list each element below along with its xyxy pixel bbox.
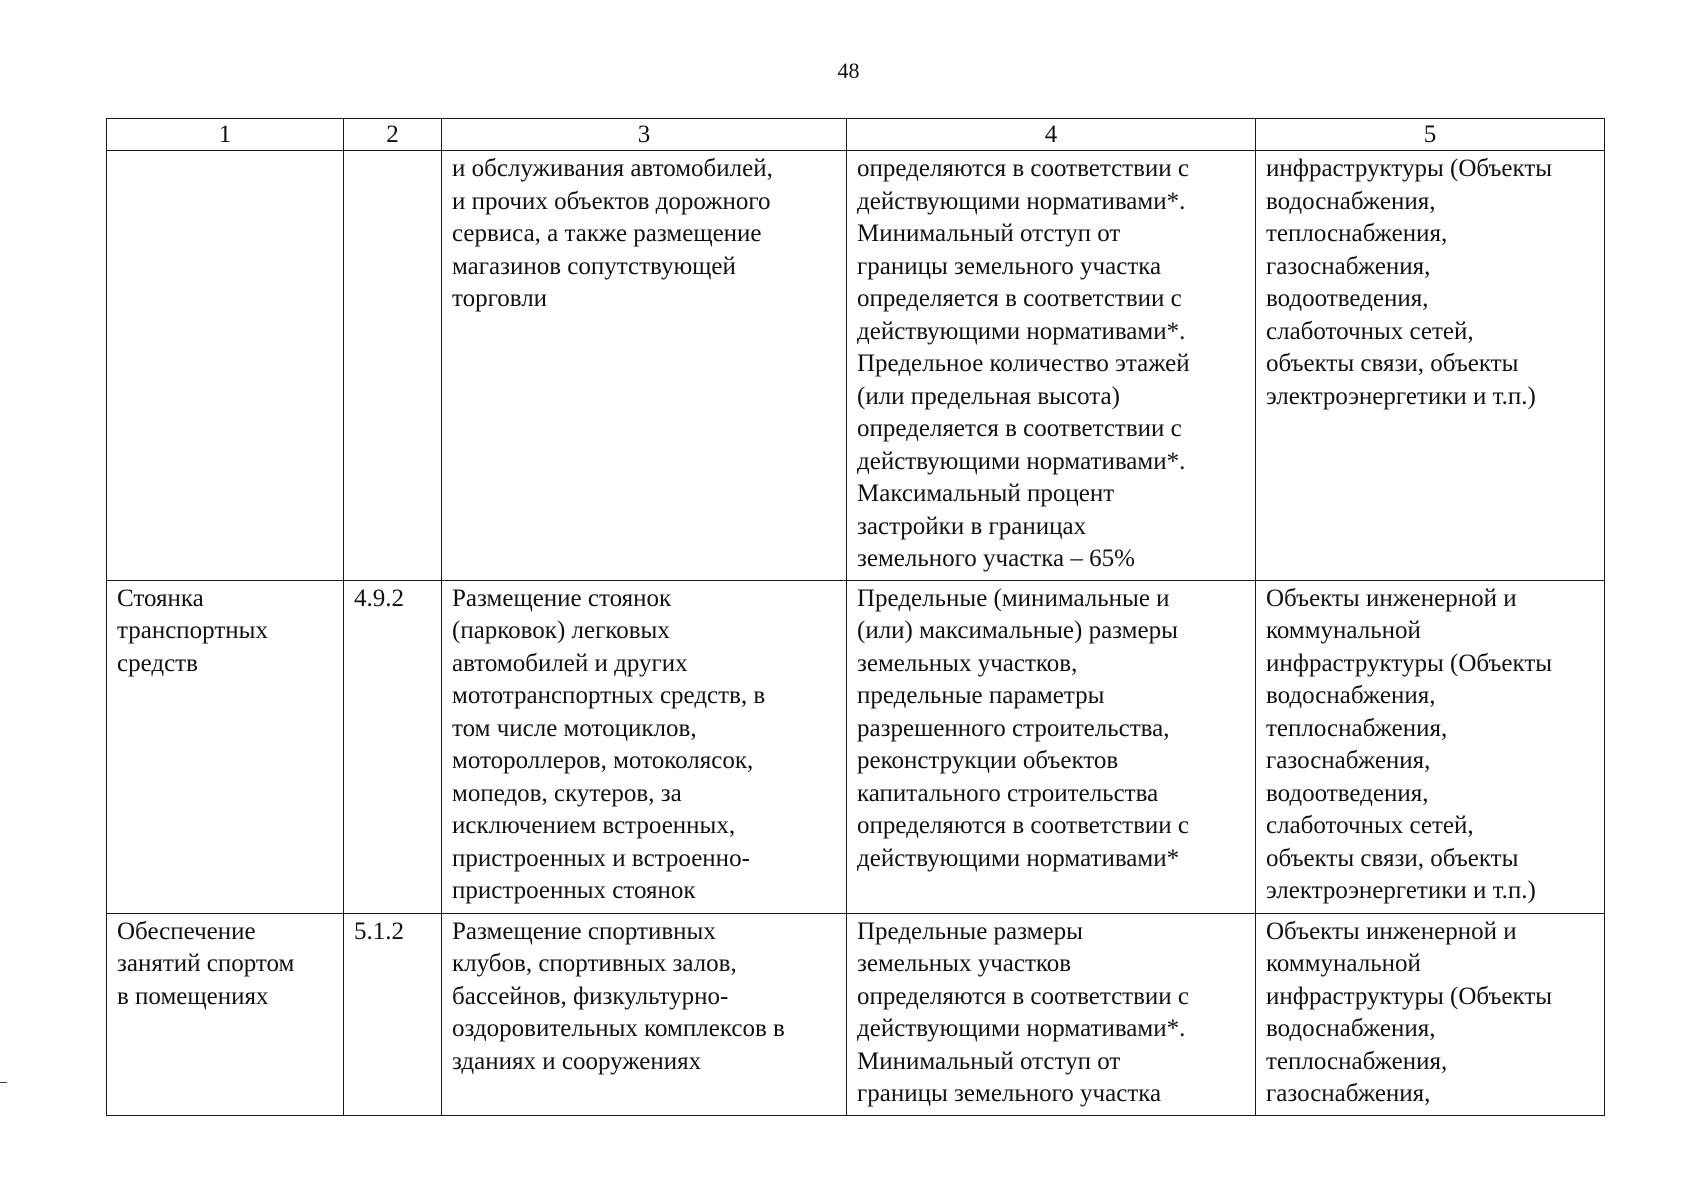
use-name-text: Обеспечение занятий спортом в помещениях <box>117 917 295 1010</box>
use-name-text: Стоянка транспортных средств <box>117 584 268 677</box>
page-number: 48 <box>837 58 860 83</box>
column-number-4: 4 <box>847 119 1256 151</box>
auxiliary-objects-cell <box>1256 913 1605 1115</box>
auxiliary-objects-cell <box>1256 580 1605 913</box>
use-name-cell <box>107 151 344 581</box>
use-code-text: 4.9.2 <box>354 584 404 612</box>
use-description-cell <box>442 580 847 913</box>
building-parameters-text: определяются в соответствии с действующими нормативами*. Минимальный отступ от границы земельного участка определяется в соответствии с действующими нормативами*. Предельное количество этажей (или предельная высота) определяется в соответствии с действующими нормативами*. Максимальный процент застройки в границах земельного участка – 65% <box>857 155 1190 572</box>
column-number-2: 2 <box>344 119 442 151</box>
use-name-cell <box>107 913 344 1115</box>
auxiliary-objects-text: Объекты инженерной и коммунальной инфраструктуры (Объекты водоснабжения, теплоснабжения, газоснабжения, водоотведения, слаботочных сетей, объекты связи, объекты электроэнергетики и т.п.) <box>1266 584 1553 904</box>
use-code-text: 5.1.2 <box>354 917 404 945</box>
use-description-text: Размещение стоянок (парковок) легковых автомобилей и других мототранспортных средств, в том числе мотоциклов, мотороллеров, мотоколясок, мопедов, скутеров, за исключением встроенных, пристроенных и встроенно- пристроенных стоянок <box>452 584 766 904</box>
use-code-cell <box>344 151 442 581</box>
building-parameters-cell <box>847 913 1256 1115</box>
building-parameters-text: Предельные (минимальные и (или) максимальные) размеры земельных участков, предельные параметры разрешенного строительства, реконструкции объектов капитального строительства определяются в соответствии с действующими нормативами* <box>857 584 1190 872</box>
use-name-cell <box>107 580 344 913</box>
land-use-table <box>106 118 1605 1116</box>
table-header-row <box>107 119 1605 151</box>
auxiliary-objects-text: Объекты инженерной и коммунальной инфраструктуры (Объекты водоснабжения, теплоснабжения, газоснабжения, <box>1266 917 1553 1107</box>
table-row <box>107 913 1605 1115</box>
use-description-text: Размещение спортивных клубов, спортивных залов, бассейнов, физкультурно- оздоровительных комплексов в зданиях и сооружениях <box>452 917 785 1075</box>
auxiliary-objects-text: инфраструктуры (Объекты водоснабжения, теплоснабжения, газоснабжения, водоотведения, слаботочных сетей, объекты связи, объекты электроэнергетики и т.п.) <box>1266 155 1553 410</box>
table-row <box>107 580 1605 913</box>
use-description-cell <box>442 913 847 1115</box>
column-number-5: 5 <box>1256 119 1605 151</box>
building-parameters-text: Предельные размеры земельных участков определяются в соответствии с действующими нормативами*. Минимальный отступ от границы земельного участка <box>857 917 1190 1107</box>
column-number-3: 3 <box>442 119 847 151</box>
use-description-text: и обслуживания автомобилей, и прочих объектов дорожного сервиса, а также размещение магазинов сопутствующей торговли <box>452 155 773 312</box>
use-code-cell <box>344 913 442 1115</box>
column-number-1: 1 <box>107 119 344 151</box>
use-description-cell <box>442 151 847 581</box>
margin-tick-mark <box>0 1082 7 1083</box>
use-code-cell <box>344 580 442 913</box>
table-row <box>107 151 1605 581</box>
auxiliary-objects-cell <box>1256 151 1605 581</box>
building-parameters-cell <box>847 151 1256 581</box>
building-parameters-cell <box>847 580 1256 913</box>
